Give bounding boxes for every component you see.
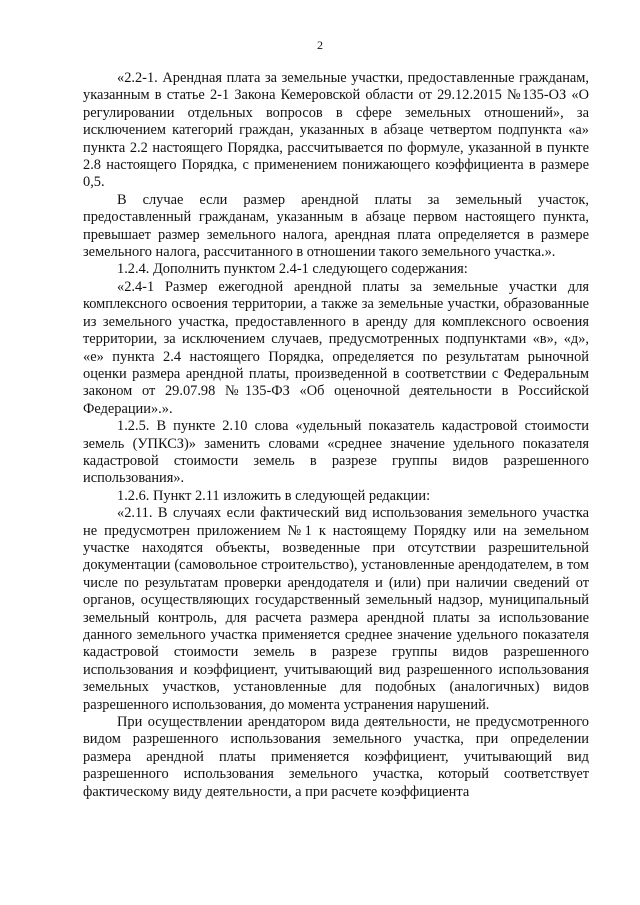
paragraph-activity: При осуществлении арендатором вида деятельности, не предусмотренного видом разрешенного использования земельного участка, при определении размера арендной платы применяется коэффициент, учитывающий вид разрешенного использования земельного участка, который соответствует фактическому виду деятельности, а при расчете коэффициента	[83, 714, 589, 800]
paragraph-2-2-1: «2.2-1. Арендная плата за земельные участки, предоставленные гражданам, указанным в статье 2-1 Закона Кемеровской области от 29.12.2015 №135-ОЗ «О регулировании отдельных вопросов в сфере земельных отношений», за исключением категорий граждан, указанных в абзаце четвертом подпункта «а» пункта 2.2 настоящего Порядка, рассчитывается по формуле, указанной в пункте 2.8 настоящего Порядка, с применением понижающего коэффициента в размере 0,5.	[83, 70, 589, 191]
paragraph-2-4-1: «2.4-1 Размер ежегодной арендной платы за земельные участки для комплексного освоения территории, а также за земельные участки, образованные из земельного участка, предоставленного в аренду для комплексного освоения территории, за исключением случаев, предусмотренных подпунктами «в», «д», «е» пункта 2.4 настоящего Порядка, определяется по результатам рыночной оценки размера арендной платы, произведенной в соответствии с Федеральным законом от 29.07.98 №135-ФЗ «Об оценочной деятельности в Российской Федерации».».	[83, 278, 589, 417]
paragraph-2-11: «2.11. В случаях если фактический вид использования земельного участка не предусмотрен приложением №1 к настоящему Порядку или на земельном участке находятся объекты, возведенные при отсутствии разрешительной документации (самовольное строительство), установленные арендодателем, в том числе по результатам проверки арендодателя и (или) при наличии сведений от органов, осуществляющих государственный земельный надзор, муниципальный земельный контроль, для расчета размера арендной платы за использование данного земельного участка применяется среднее значение удельного показателя кадастровой стоимости земель в разрезе группы видов разрешенного использования и коэффициент, учитывающий вид разрешенного использования земельных участков, установленные для подобных (аналогичных) видов разрешенного использования, до момента устранения нарушений.	[83, 505, 589, 713]
document-body	[83, 70, 589, 801]
paragraph-rent-limit: В случае если размер арендной платы за земельный участок, предоставленный гражданам, указанным в абзаце первом настоящего пункта, превышает размер земельного налога, арендная плата определяется в размере земельного налога, рассчитанного в отношении такого земельного участка.».	[83, 191, 589, 261]
paragraph-1-2-4: 1.2.4. Дополнить пунктом 2.4-1 следующего содержания:	[117, 261, 468, 278]
paragraph-1-2-5: 1.2.5. В пункте 2.10 слова «удельный показатель кадастровой стоимости земель (УПКСЗ)» заменить словами «среднее значение удельного показателя кадастровой стоимости земель в разрезе группы видов разрешенного использования».	[83, 418, 589, 487]
paragraph-1-2-6: 1.2.6. Пункт 2.11 изложить в следующей редакции:	[117, 487, 431, 504]
page-number: 2	[317, 38, 323, 52]
